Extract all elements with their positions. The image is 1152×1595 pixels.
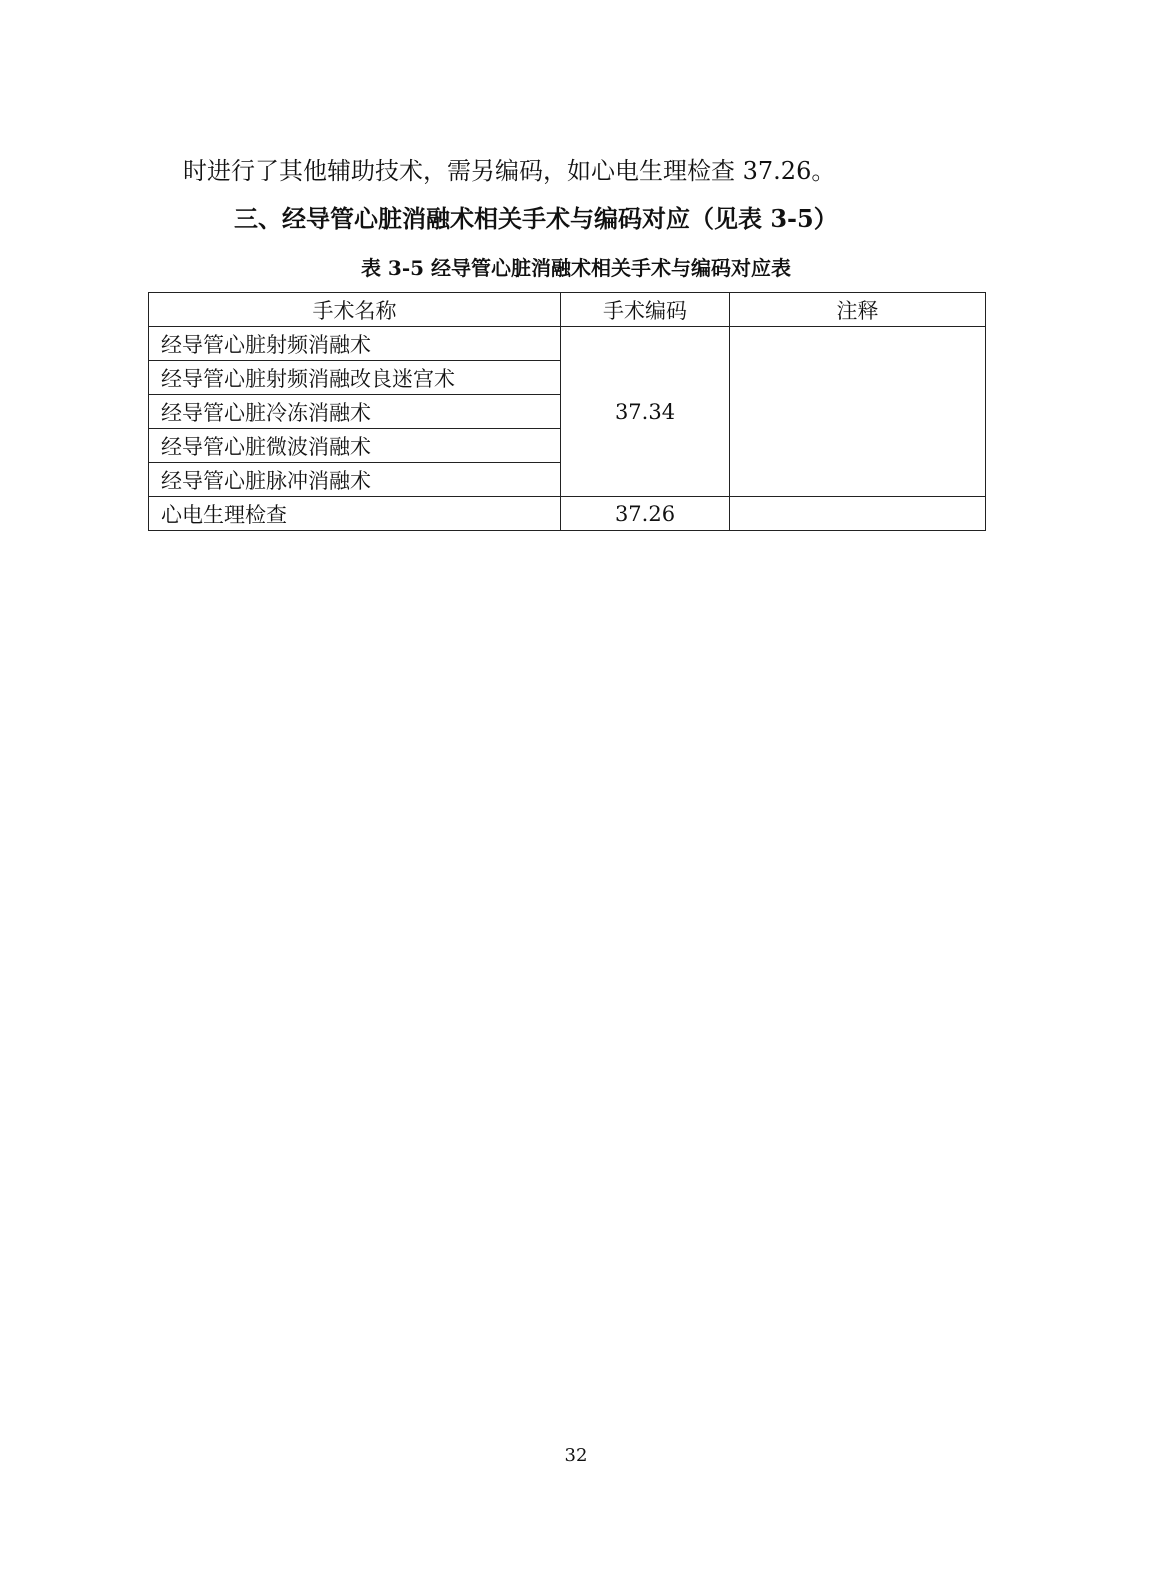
header-notes: 注释 xyxy=(730,293,986,327)
header-procedure-name: 手术名称 xyxy=(149,293,561,327)
table-caption: 表 3-5 经导管心脏消融术相关手术与编码对应表 xyxy=(360,256,792,280)
procedure-code-cell: 37.34 xyxy=(561,327,730,497)
procedure-code-table xyxy=(148,292,986,531)
procedure-name-cell: 经导管心脏脉冲消融术 xyxy=(149,463,561,497)
body-paragraph: 时进行了其他辅助技术，需另编码，如心电生理检查 37.26。 xyxy=(183,157,836,185)
procedure-code-cell: 37.26 xyxy=(561,497,730,531)
notes-cell xyxy=(730,327,986,497)
table-row xyxy=(149,497,986,531)
procedure-name-cell: 心电生理检查 xyxy=(149,497,561,531)
procedure-name-cell: 经导管心脏射频消融改良迷宫术 xyxy=(149,361,561,395)
notes-cell xyxy=(730,497,986,531)
procedure-name-cell: 经导管心脏冷冻消融术 xyxy=(149,395,561,429)
section-heading: 三、经导管心脏消融术相关手术与编码对应（见表 3-5） xyxy=(234,204,838,233)
page-number: 32 xyxy=(564,1445,588,1466)
header-procedure-code: 手术编码 xyxy=(561,293,730,327)
procedure-name-cell: 经导管心脏微波消融术 xyxy=(149,429,561,463)
table-header-row xyxy=(149,293,986,327)
procedure-name-cell: 经导管心脏射频消融术 xyxy=(149,327,561,361)
table-row xyxy=(149,327,986,361)
